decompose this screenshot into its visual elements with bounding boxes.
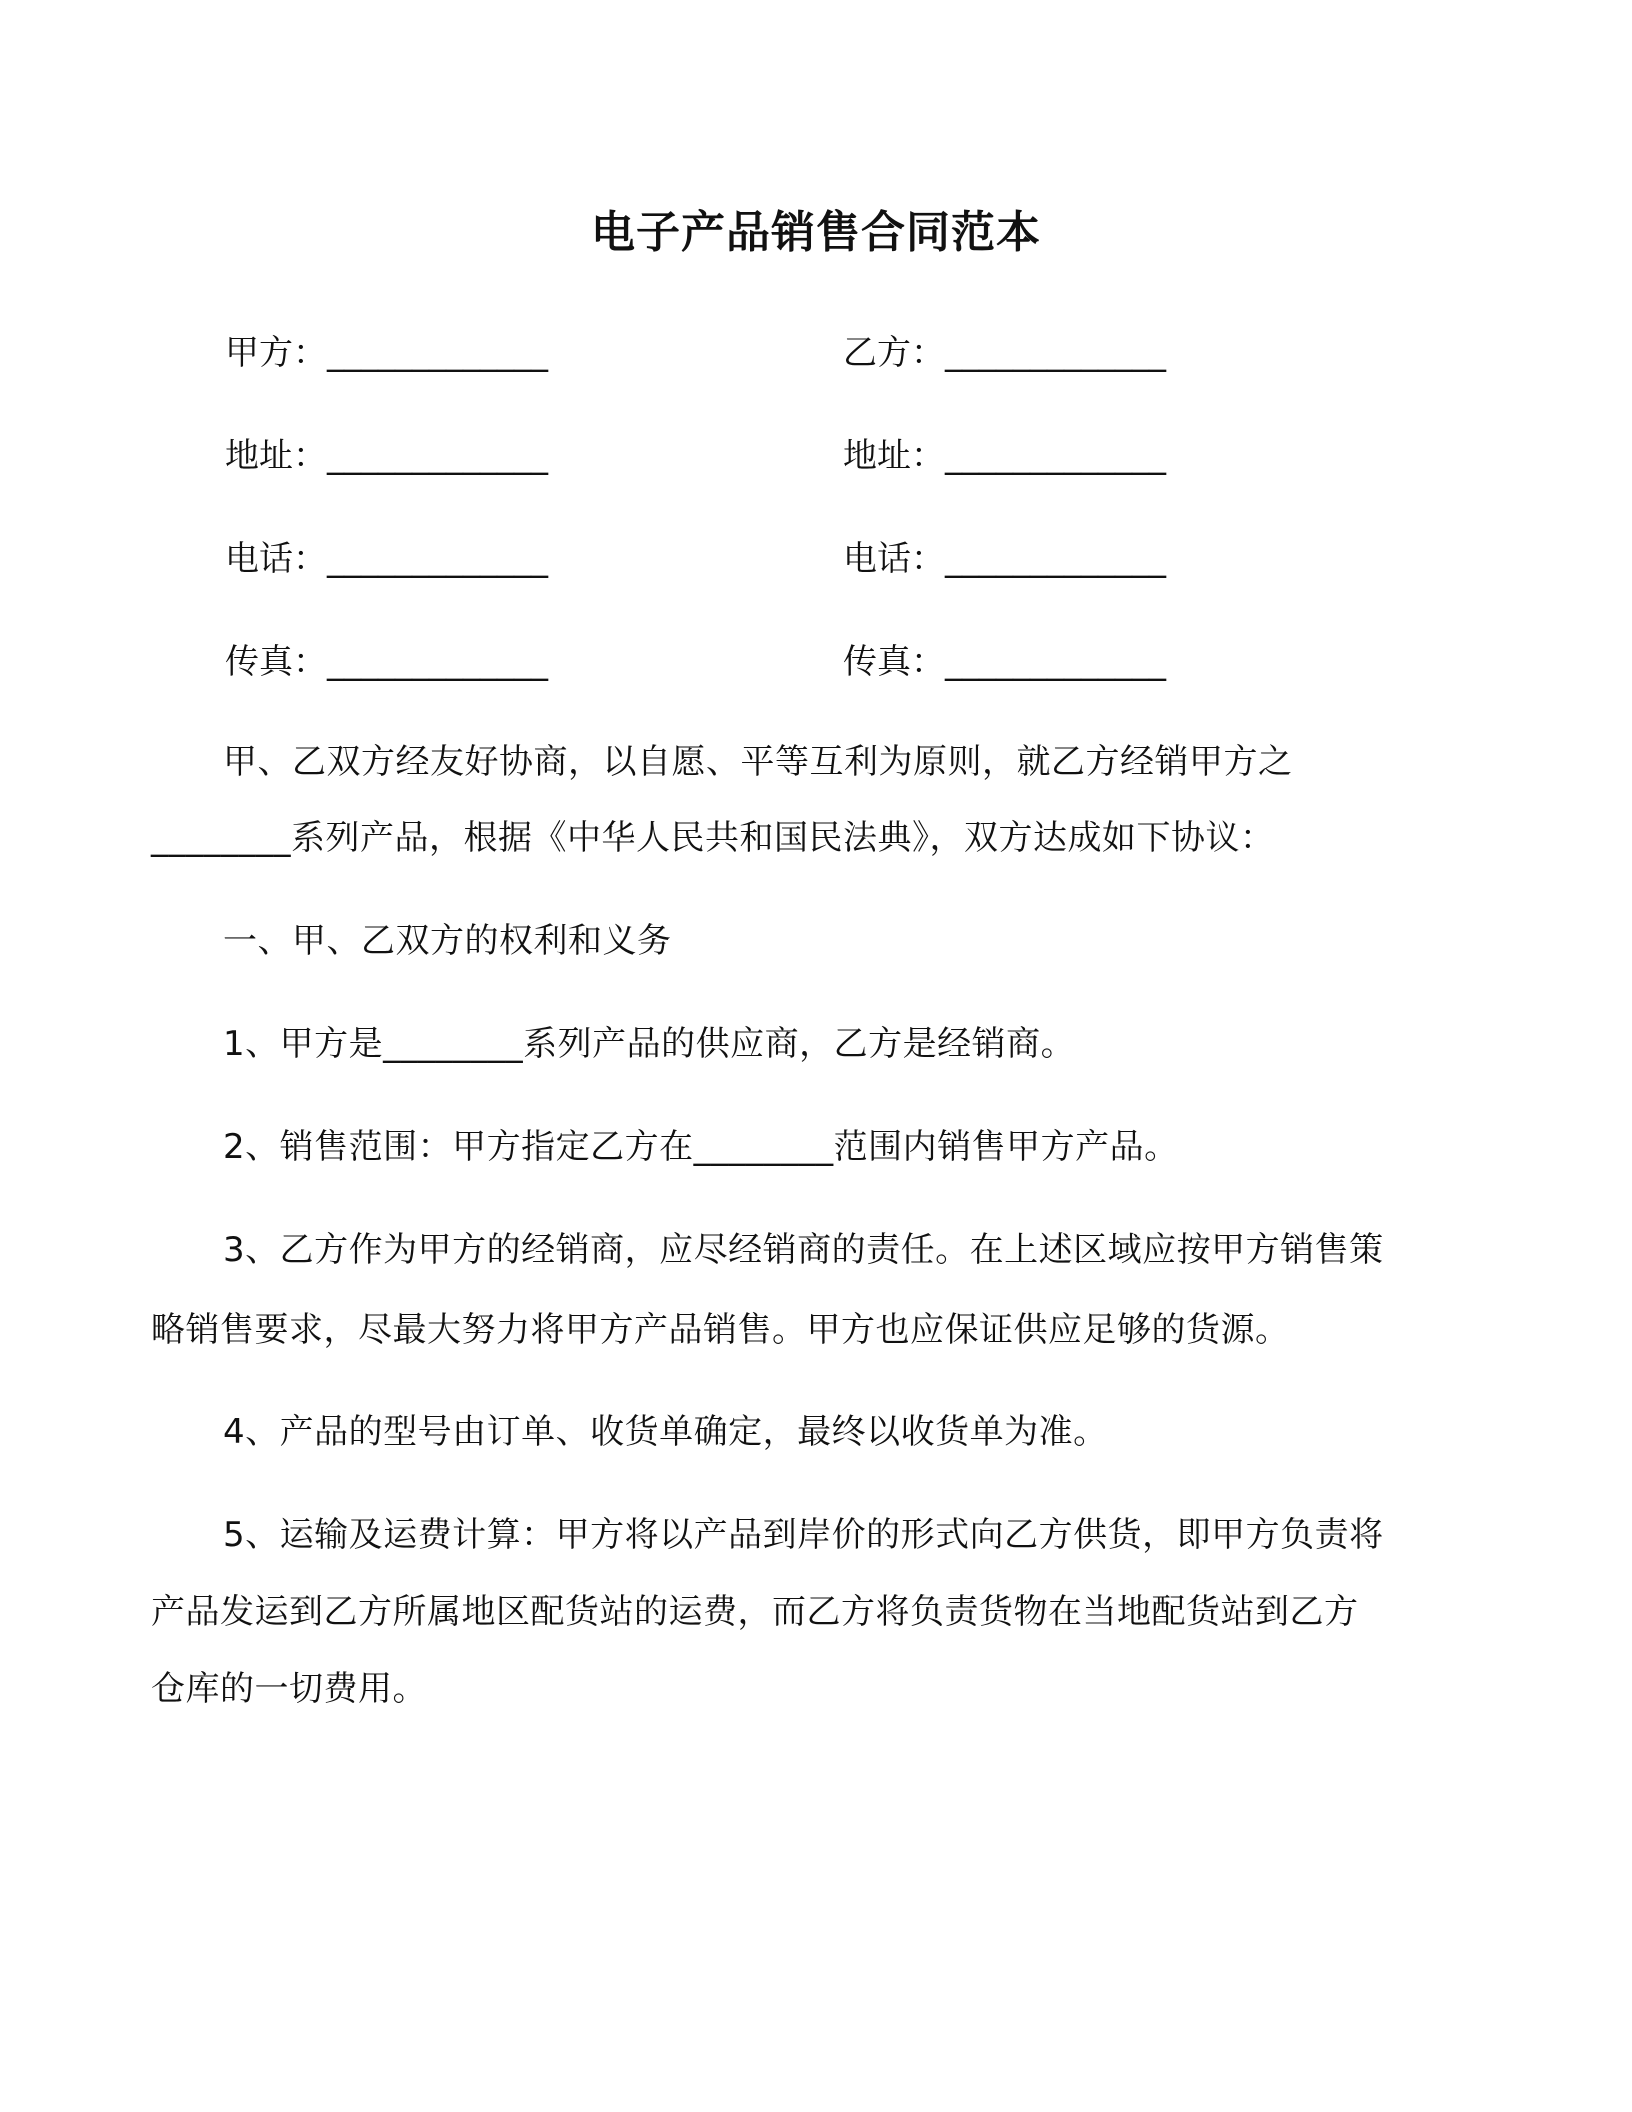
document-title: 电子产品销售合同范本 — [591, 207, 1041, 258]
party-b-fax-field: 传真：_____________ — [843, 642, 1166, 682]
party-a-address-field: 地址：_____________ — [225, 436, 548, 476]
clause-5-line-2: 产品发运到乙方所属地区配货站的运费，而乙方将负责货物在当地配货站到乙方 — [151, 1592, 1359, 1632]
party-a-phone-field: 电话：_____________ — [225, 539, 548, 579]
clause-2: 2、销售范围：甲方指定乙方在________范围内销售甲方产品。 — [223, 1127, 1179, 1167]
clause-4: 4、产品的型号由订单、收货单确定，最终以收货单为准。 — [223, 1412, 1108, 1452]
party-a-name-field: 甲方：_____________ — [225, 333, 548, 373]
intro-paragraph-line-2: ________系列产品，根据《中华人民共和国民法典》，双方达成如下协议： — [151, 818, 1275, 858]
party-b-address-field: 地址：_____________ — [843, 436, 1166, 476]
party-a-fax-field: 传真：_____________ — [225, 642, 548, 682]
clause-5-line-3: 仓库的一切费用。 — [151, 1669, 427, 1709]
clause-5-line-1: 5、运输及运费计算：甲方将以产品到岸价的形式向乙方供货，即甲方负责将 — [223, 1515, 1384, 1555]
section-1-heading: 一、甲、乙双方的权利和义务 — [223, 921, 672, 961]
intro-paragraph-line-1: 甲、乙双方经友好协商，以自愿、平等互利为原则，就乙方经销甲方之 — [223, 742, 1293, 782]
party-b-phone-field: 电话：_____________ — [843, 539, 1166, 579]
clause-3-line-2: 略销售要求，尽最大努力将甲方产品销售。甲方也应保证供应足够的货源。 — [151, 1310, 1290, 1350]
clause-3-line-1: 3、乙方作为甲方的经销商，应尽经销商的责任。在上述区域应按甲方销售策 — [223, 1230, 1384, 1270]
clause-1: 1、甲方是________系列产品的供应商，乙方是经销商。 — [223, 1024, 1076, 1064]
party-b-name-field: 乙方：_____________ — [843, 333, 1166, 373]
